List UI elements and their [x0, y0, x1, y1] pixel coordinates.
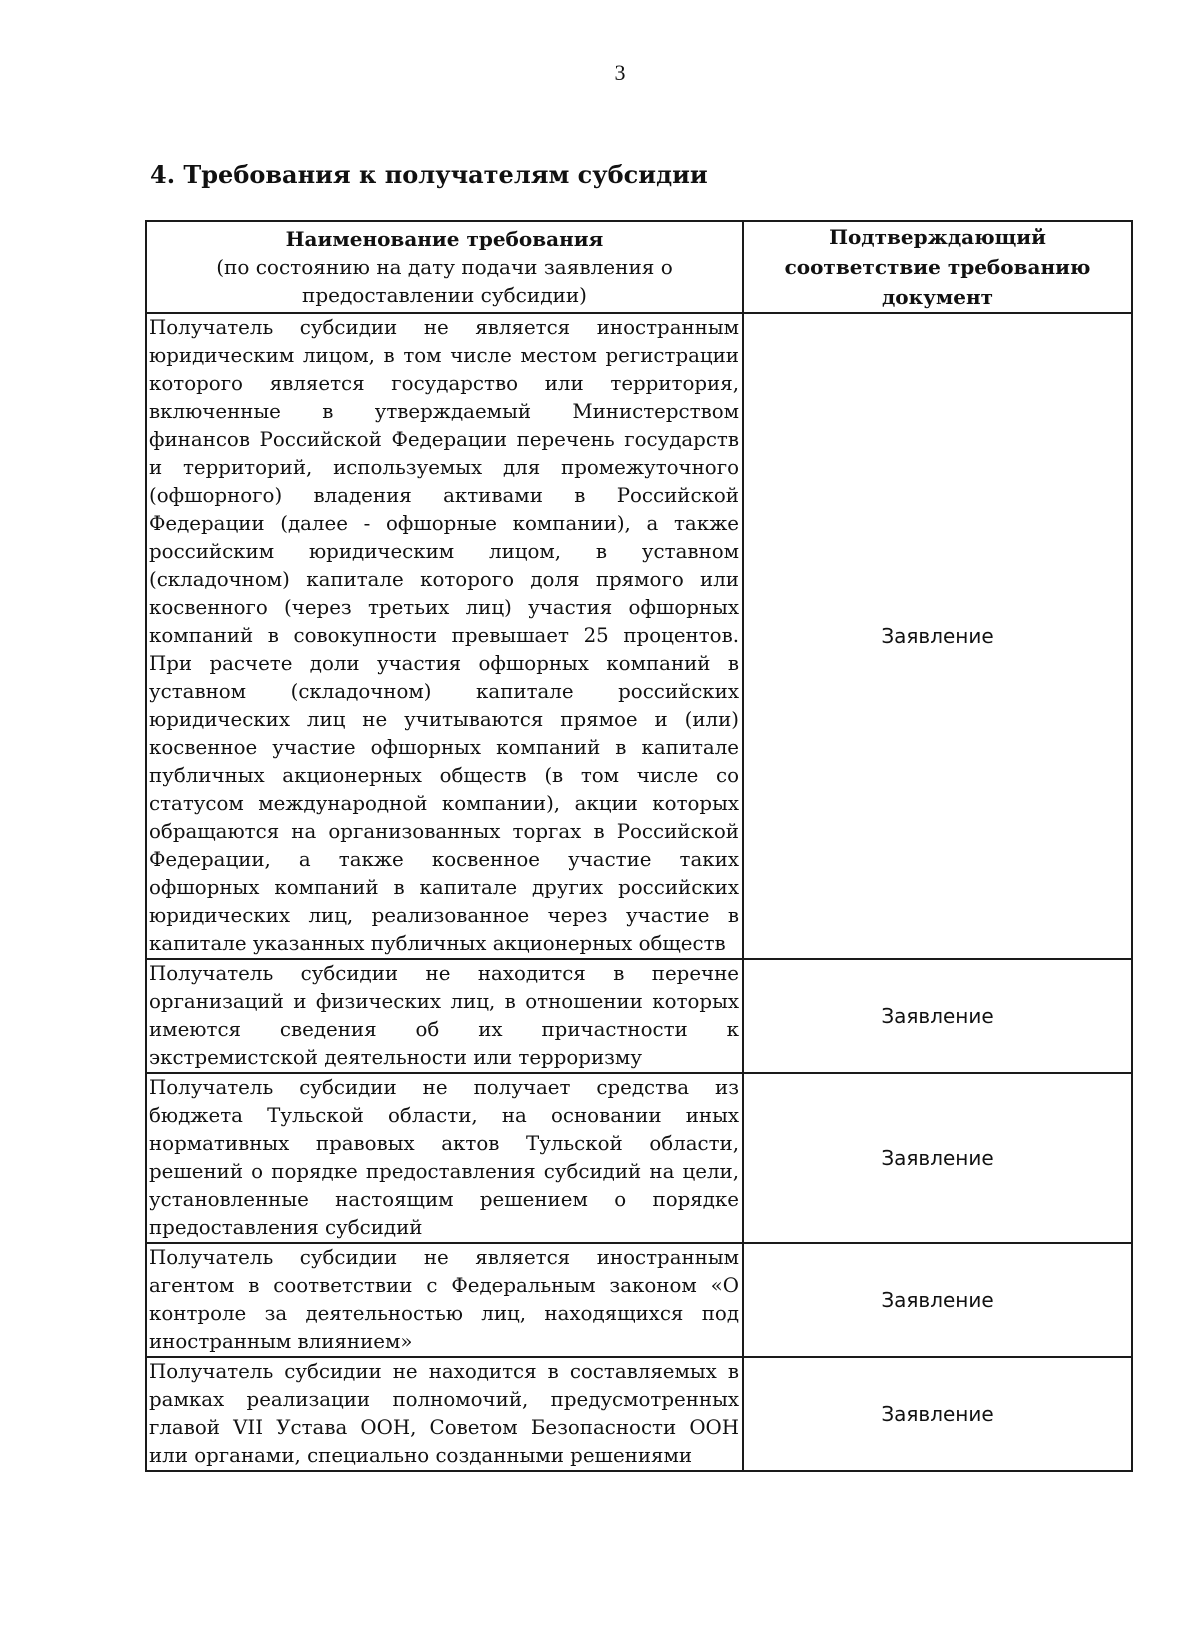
requirement-cell: [146, 1073, 743, 1243]
requirement-cell: [146, 959, 743, 1073]
document-cell: [743, 1357, 1132, 1471]
table-row: [146, 1073, 1132, 1243]
table-row: [146, 313, 1132, 959]
page-number: 3: [614, 60, 626, 85]
document-text: Заявление: [881, 1402, 994, 1426]
requirement-header-title: Наименование требования: [285, 227, 604, 251]
requirement-text: Получатель субсидии не находится в перечне организаций и физических лиц, в отношении которых имеются сведения об их причастности к экстремистской деятельности или терроризму: [149, 962, 739, 1069]
requirements-table: [145, 220, 1133, 1472]
document-text: Заявление: [881, 1004, 994, 1028]
document-header-title: Подтверждающий соответствие требованию документ: [784, 225, 1091, 309]
document-text: Заявление: [881, 624, 994, 648]
document-text: Заявление: [881, 1288, 994, 1312]
document-cell: [743, 313, 1132, 959]
table-row: [146, 959, 1132, 1073]
document-text: Заявление: [881, 1146, 994, 1170]
requirement-text: Получатель субсидии не получает средства из бюджета Тульской области, на основании иных нормативных правовых актов Тульской области, решений о порядке предоставления субсидий на цели, установленные настоящим решением о порядке предоставления субсидий: [149, 1076, 739, 1239]
table-header-row: [146, 221, 1132, 313]
document-cell: [743, 1243, 1132, 1357]
requirement-cell: [146, 313, 743, 959]
document-column-header: [743, 221, 1132, 313]
document-cell: [743, 1073, 1132, 1243]
requirement-header-subtitle: (по состоянию на дату подачи заявления о предоставлении субсидии): [216, 255, 673, 307]
requirement-cell: [146, 1357, 743, 1471]
requirement-text: Получатель субсидии не является иностранным юридическим лицом, в том числе местом регистрации которого является государство или территория, включенные в утверждаемый Министерством финансов Российской Федерации перечень государств и территорий, используемых для промежуточного (офшорного) владения активами в Российской Федерации (далее - офшорные компании), а также российским юридическим лицом, в уставном (складочном) капитале которого доля прямого или косвенного (через третьих лиц) участия офшорных компаний в совокупности превышает 25 процентов. При расчете доли участия офшорных компаний в уставном (складочном) капитале российских юридических лиц не учитываются прямое и (или) косвенное участие офшорных компаний в капитале публичных акционерных обществ (в том числе со статусом международной компании), акции которых обращаются на организованных торгах в Российской Федерации, а также косвенное участие таких офшорных компаний в капитале других российских юридических лиц, реализованное через участие в капитале указанных публичных акционерных обществ: [149, 316, 739, 955]
requirement-text: Получатель субсидии не является иностранным агентом в соответствии с Федеральным законом «О контроле за деятельностью лиц, находящихся под иностранным влиянием»: [149, 1246, 739, 1353]
table-row: [146, 1243, 1132, 1357]
table-row: [146, 1357, 1132, 1471]
requirement-text: Получатель субсидии не находится в составляемых в рамках реализации полномочий, предусмотренных главой VII Устава ООН, Советом Безопасности ООН или органами, специально созданными решениями: [149, 1360, 739, 1467]
section-title: 4. Требования к получателям субсидии: [150, 160, 708, 189]
document-cell: [743, 959, 1132, 1073]
requirement-cell: [146, 1243, 743, 1357]
requirement-column-header: [146, 221, 743, 313]
